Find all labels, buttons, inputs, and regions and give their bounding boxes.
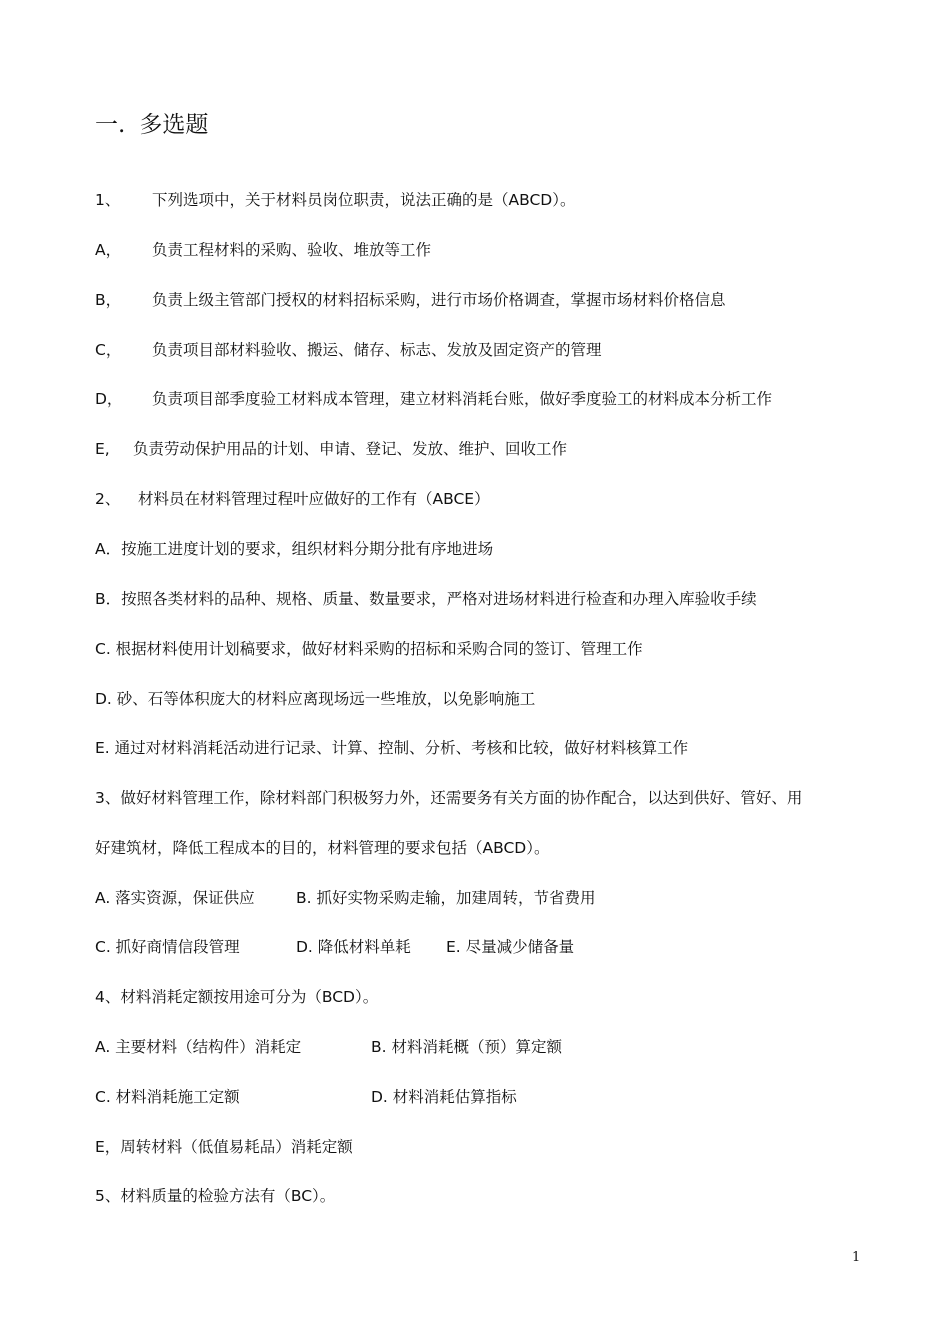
option-e: E，周转材料（低值易耗品）消耗定额 [95, 1138, 353, 1156]
option-text: 负责劳动保护用品的计划、申请、登记、发放、维护、回收工作 [133, 440, 568, 458]
question-2-stem [95, 485, 490, 513]
option-d: D. 降低材料单耗 [296, 938, 411, 956]
question-3-option-row-1 [95, 884, 596, 912]
question-marker: 2、 [95, 490, 121, 508]
option-marker: D， [95, 390, 123, 408]
option-a: A. 主要材料（结构件）消耗定 [95, 1038, 302, 1056]
option-b: B. 抓好实物采购走输，加建周转，节省费用 [296, 889, 596, 907]
question-2-option-e: E. 通过对材料消耗活动进行记录、计算、控制、分析、考核和比较，做好材料核算工作 [95, 739, 689, 757]
question-3-stem-line-2: 好建筑材，降低工程成本的目的，材料管理的要求包括（ABCD）。 [95, 839, 550, 857]
option-text: 负责项目部季度验工材料成本管理，建立材料消耗台账，做好季度验工的材料成本分析工作 [152, 390, 773, 408]
question-1-stem [95, 186, 575, 214]
section-number: 一. [95, 112, 126, 138]
option-c: C. 材料消耗施工定额 [95, 1088, 240, 1106]
option-text: 负责项目部材料验收、搬运、储存、标志、发放及固定资产的管理 [152, 341, 602, 359]
option-text: 负责工程材料的采购、验收、堆放等工作 [152, 241, 432, 259]
option-e: E. 尽量减少储备量 [446, 938, 575, 956]
question-marker: 1、 [95, 191, 121, 209]
question-1-option-d [95, 385, 772, 413]
question-3-stem-line-1: 3、做好材料管理工作，除材料部门积极努力外，还需要务有关方面的协作配合，以达到供好、管好、用 [95, 789, 803, 807]
option-c: C. 抓好商情信段管理 [95, 938, 240, 956]
option-marker: C， [95, 341, 122, 359]
question-1-option-b [95, 286, 726, 314]
question-text: 下列选项中，关于材料员岗位职责，说法正确的是（ABCD）。 [152, 191, 576, 209]
question-text: 材料员在材料管理过程叶应做好的工作有（ABCE） [138, 490, 490, 508]
option-text: 负责上级主管部门授权的材料招标采购，进行市场价格调查，掌握市场材料价格信息 [152, 291, 726, 309]
option-marker: E, [95, 440, 110, 458]
section-heading [95, 108, 208, 142]
question-4-option-row-2 [95, 1083, 517, 1111]
question-5-stem: 5、材料质量的检验方法有（BC）。 [95, 1187, 336, 1205]
question-1-option-a [95, 236, 431, 264]
option-a: A. 落实资源，保证供应 [95, 889, 255, 907]
question-1-option-c [95, 336, 602, 364]
option-d: D. 材料消耗估算指标 [371, 1088, 517, 1106]
question-2-option-d: D. 砂、石等体积庞大的材料应离现场远一些堆放，以免影响施工 [95, 690, 536, 708]
question-2-option-a: A．按施工进度计划的要求，组织材料分期分批有序地进场 [95, 540, 494, 558]
question-2-option-b: B．按照各类材料的品种、规格、质量、数量要求，严格对进场材料进行检查和办理入库验收手续 [95, 590, 757, 608]
question-1-option-e [95, 435, 567, 463]
option-marker: A， [95, 241, 122, 259]
question-3-option-row-2 [95, 933, 574, 961]
question-4-option-row-3 [95, 1133, 353, 1161]
option-marker: B， [95, 291, 122, 309]
question-4-option-row-1 [95, 1033, 562, 1061]
page-number: 1 [852, 1250, 861, 1265]
option-b: B. 材料消耗概（预）算定额 [371, 1038, 562, 1056]
section-title: 多选题 [139, 112, 209, 138]
question-2-option-c: C. 根据材料使用计划稿要求，做好材料采购的招标和采购合同的签订、管理工作 [95, 640, 643, 658]
question-4-stem: 4、材料消耗定额按用途可分为（BCD）。 [95, 988, 379, 1006]
